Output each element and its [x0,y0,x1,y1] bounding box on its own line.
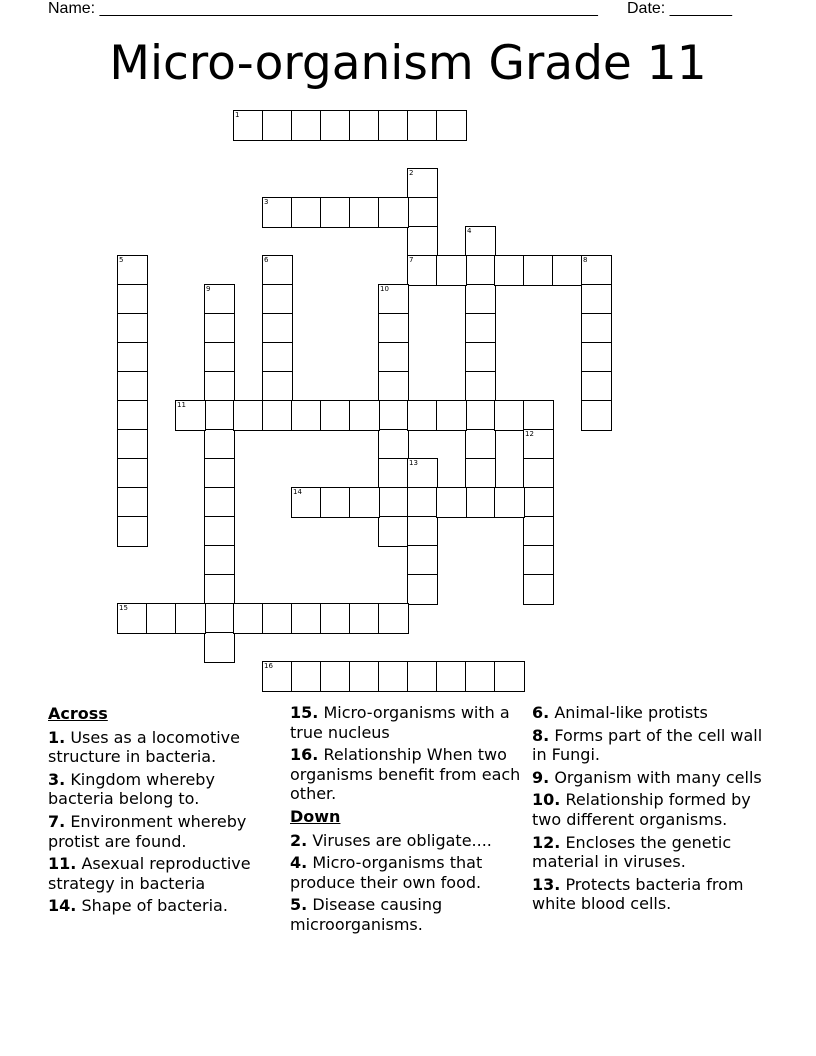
crossword-cell[interactable] [349,487,380,518]
crossword-cell[interactable] [407,574,438,605]
clue-text: Uses as a locomotive structure in bacteria. [48,727,240,767]
crossword-cell[interactable] [262,342,293,373]
clues-column-2 [290,703,522,938]
cell-number: 15 [119,604,128,612]
crossword-cell[interactable] [378,603,409,634]
crossword-cell[interactable] [581,255,612,286]
crossword-cell[interactable] [523,545,554,576]
clue-number: 10. [532,790,561,810]
crossword-cell[interactable] [378,458,409,489]
clue-text: Forms part of the cell wall in Fungi. [532,725,763,765]
crossword-cell[interactable] [436,255,467,286]
crossword-cell[interactable] [523,255,554,286]
crossword-cell[interactable] [175,400,206,431]
cell-number: 13 [409,459,418,467]
crossword-cell[interactable] [291,197,322,228]
crossword-cell[interactable] [204,371,235,402]
crossword-cell[interactable] [233,603,264,634]
down-heading: Down [290,806,341,826]
clue-number: 3. [48,769,66,789]
crossword-cell[interactable] [436,400,467,431]
clue-text: Disease causing microorganisms. [290,895,443,934]
crossword-cell[interactable] [465,284,496,315]
clues-column-1 [48,703,280,919]
clue-text: Kingdom whereby bacteria belong to. [48,769,215,809]
clue-text: Micro-organisms with a true nucleus [290,703,510,742]
crossword-cell[interactable] [117,487,148,518]
crossword-cell[interactable] [262,255,293,286]
crossword-cell[interactable] [349,400,380,431]
crossword-cell[interactable] [465,313,496,344]
clue-across-7 [48,812,280,851]
crossword-cell[interactable] [436,487,467,518]
crossword-cell[interactable] [407,516,438,547]
crossword-cell[interactable] [204,313,235,344]
crossword-cell[interactable] [349,603,380,634]
crossword-cell[interactable] [436,110,467,141]
crossword-cell[interactable] [523,574,554,605]
name-field[interactable]: Name: ________________________________________________________ [48,0,598,17]
crossword-cell[interactable] [494,661,525,692]
crossword-cell[interactable] [407,661,438,692]
crossword-cell[interactable] [262,313,293,344]
clue-down-4 [290,853,522,892]
clue-text: Micro-organisms that produce their own food. [290,853,483,892]
clue-down-10 [532,790,764,829]
crossword-cell[interactable] [291,110,322,141]
crossword-cell[interactable] [204,342,235,373]
crossword-cell[interactable] [581,284,612,315]
cell-number: 12 [525,430,534,438]
clue-number: 7. [48,811,66,831]
clue-text: Shape of bacteria. [81,896,228,916]
cell-number: 9 [206,285,211,293]
crossword-cell[interactable] [407,545,438,576]
crossword-cell[interactable] [465,255,496,286]
crossword-cell[interactable] [262,371,293,402]
cell-number: 11 [177,401,186,409]
cell-number: 14 [293,488,302,496]
clue-number: 2. [290,830,308,850]
crossword-cell[interactable] [204,400,235,431]
clue-down-9 [532,768,764,788]
crossword-cell[interactable] [262,400,293,431]
crossword-cell[interactable] [117,400,148,431]
clue-number: 11. [48,854,77,874]
crossword-cell[interactable] [291,487,322,518]
clue-across-15 [290,703,522,742]
crossword-cell[interactable] [204,458,235,489]
crossword-cell[interactable] [204,574,235,605]
page-title: Micro-organism Grade 11 [109,36,707,91]
crossword-cell[interactable] [552,255,583,286]
crossword-cell[interactable] [291,400,322,431]
crossword-cell[interactable] [494,255,525,286]
clue-down-13 [532,875,764,914]
crossword-cell[interactable] [146,603,177,634]
crossword-cell[interactable] [262,110,293,141]
crossword-cell[interactable] [320,400,351,431]
clue-across-3 [48,770,280,809]
clues-column-3 [532,703,764,917]
crossword-cell[interactable] [378,400,409,431]
crossword-cell[interactable] [378,487,409,518]
across-heading: Across [48,704,108,723]
clue-down-6 [532,703,764,723]
clue-text: Encloses the genetic material in viruses. [532,832,732,872]
crossword-cell[interactable] [378,516,409,547]
date-field[interactable]: Date: _______ [627,0,732,17]
crossword-cell[interactable] [523,458,554,489]
crossword-cell[interactable] [320,110,351,141]
crossword-cell[interactable] [407,110,438,141]
crossword-cell[interactable] [291,661,322,692]
crossword-cell[interactable] [117,284,148,315]
crossword-cell[interactable] [262,197,293,228]
crossword-cell[interactable] [407,458,438,489]
crossword-cell[interactable] [465,226,496,257]
crossword-cell[interactable] [581,342,612,373]
clue-down-12 [532,833,764,872]
crossword-cell[interactable] [349,197,380,228]
crossword-cell[interactable] [204,516,235,547]
clue-text: Organism with many cells [554,767,762,787]
crossword-cell[interactable] [204,487,235,518]
crossword-cell[interactable] [117,429,148,460]
clue-number: 4. [290,853,308,873]
crossword-cell[interactable] [204,284,235,315]
crossword-cell[interactable] [407,197,438,228]
crossword-cell[interactable] [117,371,148,402]
crossword-cell[interactable] [523,400,554,431]
crossword-cell[interactable] [378,342,409,373]
crossword-cell[interactable] [117,516,148,547]
crossword-cell[interactable] [465,371,496,402]
crossword-cell[interactable] [233,110,264,141]
crossword-cell[interactable] [494,487,525,518]
crossword-cell[interactable] [349,661,380,692]
crossword-cell[interactable] [378,197,409,228]
cell-number: 5 [119,256,124,264]
crossword-cell[interactable] [581,371,612,402]
clue-down-2 [290,831,522,851]
cell-number: 4 [467,227,472,235]
crossword-cell[interactable] [117,255,148,286]
clue-across-14 [48,896,280,916]
clue-text: Animal-like protists [554,703,708,722]
crossword-cell[interactable] [407,168,438,199]
clue-number: 15. [290,703,319,722]
cell-number: 3 [264,198,269,206]
crossword-cell[interactable] [233,400,264,431]
crossword-cell[interactable] [407,255,438,286]
crossword-cell[interactable] [349,110,380,141]
crossword-cell[interactable] [378,110,409,141]
clue-number: 9. [532,767,550,787]
crossword-cell[interactable] [378,371,409,402]
crossword-cell[interactable] [465,458,496,489]
crossword-cell[interactable] [262,661,293,692]
clue-number: 14. [48,896,77,916]
clue-number: 6. [532,703,550,722]
cell-number: 2 [409,169,414,177]
clue-number: 8. [532,725,550,745]
crossword-cell[interactable] [204,545,235,576]
clue-across-11 [48,854,280,893]
crossword-cell[interactable] [117,603,148,634]
crossword-cell[interactable] [465,342,496,373]
clue-number: 12. [532,832,561,852]
clue-text: Relationship formed by two different organisms. [532,790,751,829]
clue-text: Viruses are obligate.... [312,830,492,850]
crossword-cell[interactable] [465,429,496,460]
clue-across-16 [290,745,522,804]
cell-number: 8 [583,256,588,264]
crossword-cell[interactable] [204,603,235,634]
crossword-cell[interactable] [320,197,351,228]
cell-number: 16 [264,662,273,670]
crossword-cell[interactable] [523,516,554,547]
crossword-cell[interactable] [465,487,496,518]
crossword-cell[interactable] [465,400,496,431]
crossword-cell[interactable] [523,487,554,518]
crossword-cell[interactable] [523,429,554,460]
clue-text: Asexual reproductive strategy in bacteria [48,854,251,893]
clue-number: 16. [290,745,319,765]
cell-number: 10 [380,285,389,293]
crossword-cell[interactable] [465,661,496,692]
crossword-cell[interactable] [320,661,351,692]
crossword-cell[interactable] [262,603,293,634]
crossword-cell[interactable] [117,458,148,489]
clue-down-5 [290,895,522,934]
clue-across-1 [48,728,280,767]
cell-number: 7 [409,256,414,264]
crossword-cell[interactable] [175,603,206,634]
cell-number: 1 [235,111,240,119]
crossword-cell[interactable] [581,400,612,431]
crossword-cell[interactable] [407,487,438,518]
crossword-cell[interactable] [581,313,612,344]
crossword-cell[interactable] [320,487,351,518]
clue-number: 1. [48,727,66,747]
cell-number: 6 [264,256,269,264]
clue-number: 13. [532,874,561,894]
crossword-cell[interactable] [494,400,525,431]
crossword-cell[interactable] [378,313,409,344]
clue-number: 5. [290,895,308,915]
crossword-cell[interactable] [436,661,467,692]
crossword-cell[interactable] [320,603,351,634]
crossword-cell[interactable] [291,603,322,634]
crossword-cell[interactable] [117,342,148,373]
crossword-cell[interactable] [204,429,235,460]
clue-text: Environment whereby protist are found. [48,811,247,851]
clue-text: Protects bacteria from white blood cells. [532,874,744,914]
crossword-cell[interactable] [262,284,293,315]
crossword-cell[interactable] [407,400,438,431]
crossword-cell[interactable] [378,661,409,692]
crossword-cell[interactable] [407,226,438,257]
crossword-cell[interactable] [204,632,235,663]
crossword-cell[interactable] [378,429,409,460]
crossword-cell[interactable] [117,313,148,344]
clue-down-8 [532,726,764,765]
clue-text: Relationship When two organisms benefit from each other. [290,745,521,804]
crossword-cell[interactable] [378,284,409,315]
